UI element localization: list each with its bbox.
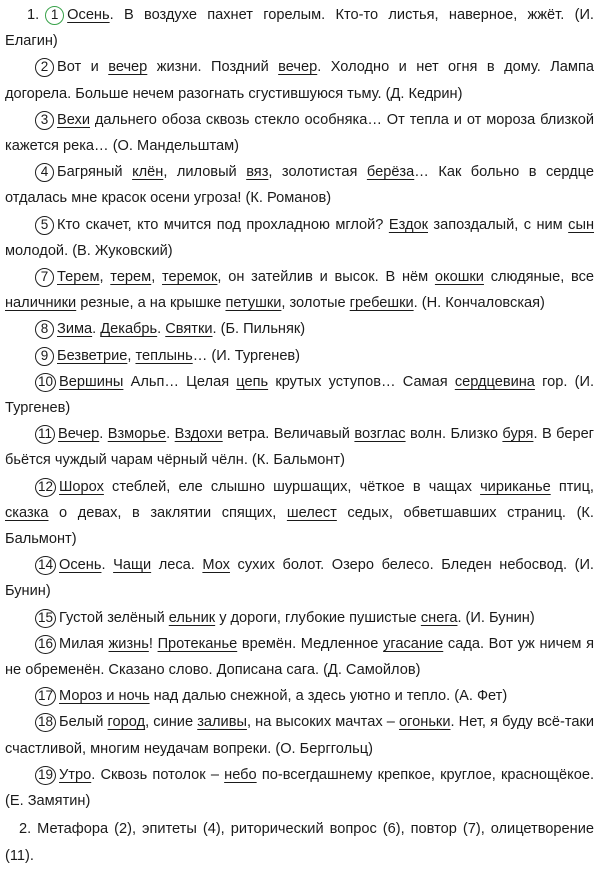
underlined-word: возглас [354, 426, 406, 443]
example-number-circle: 12 [35, 478, 56, 497]
example-number-circle: 11 [35, 425, 55, 444]
text-run: , синие [145, 714, 198, 731]
example-number-circle: 1 [45, 6, 64, 25]
underlined-word: Мох [202, 557, 230, 574]
text-run: … Как больно в сердце отдалась мне красок осени угроза! (К. Романов) [5, 164, 594, 207]
underlined-word: сердцевина [454, 373, 535, 390]
example-number-circle: 2 [35, 58, 54, 77]
text-run: ветра. Величавый [222, 426, 355, 443]
underlined-word: теплынь [135, 347, 193, 364]
example-paragraph [5, 107, 594, 159]
underlined-word: клён [132, 164, 164, 181]
text-run: Альп… Целая [123, 373, 237, 390]
text-run: . [101, 557, 114, 574]
text-run: запоздалый, с ним [428, 216, 569, 233]
text-run: Милая [59, 635, 109, 652]
underlined-word: угасание [383, 635, 444, 652]
answer-text: Метафора (2), эпитеты (4), риторический вопрос (6), повтор (7), олицетворение (11). [5, 821, 594, 864]
underlined-word: Осень [59, 557, 102, 574]
example-number-circle: 5 [35, 216, 54, 235]
text-run: крутых уступов… Самая [268, 373, 455, 390]
underlined-word: Зима [57, 321, 93, 338]
text-run: . Нет, я буду всё-таки счастливой, многим неудачам вопреки. (О. Берггольц) [5, 714, 594, 757]
example-paragraph [5, 343, 594, 369]
underlined-word: наличники [5, 295, 77, 312]
underlined-word: Вершины [59, 373, 124, 390]
underlined-word: сын [568, 216, 595, 233]
text-run: , [151, 269, 163, 286]
example-number-circle: 16 [35, 635, 56, 654]
text-run: , золотые [281, 295, 350, 312]
text-run: ! [148, 635, 158, 652]
underlined-word: терем [110, 269, 152, 286]
underlined-word: Декабрь [100, 321, 158, 338]
text-run: , [127, 347, 136, 364]
text-run: . [157, 321, 166, 338]
example-number-circle: 14 [35, 556, 56, 575]
underlined-word: Безветрие [57, 347, 128, 364]
underlined-word: Мороз и ночь [59, 688, 150, 705]
example-paragraph [5, 159, 594, 211]
text-run: дальнего обоза сквозь стекло особняка… От тепла и от мороза близкой кажется река… (О. Мандельштам) [5, 111, 594, 155]
text-run: птиц, [550, 478, 594, 495]
underlined-word: заливы [197, 714, 247, 731]
text-run: о девах, в заклятии спящих, [48, 504, 287, 521]
text-run: . [92, 321, 101, 338]
text-run: Кто скачет, кто мчится под прохладною мглой? [57, 216, 389, 233]
example-number-circle: 15 [35, 609, 56, 628]
text-run: , [99, 269, 111, 286]
underlined-word: Протеканье [157, 635, 238, 652]
text-run: . [99, 426, 108, 443]
underlined-word: Утро [59, 766, 92, 783]
answer-paragraph [5, 816, 594, 868]
underlined-word: Осень [67, 7, 110, 23]
text-run: волн. Близко [405, 426, 503, 443]
text-run: . Холодно и нет огня в дому. Лампа догорела. Больше нечем разогнать сгустившуюся тьму. (Д. Кедрин) [5, 59, 594, 102]
text-run: Густой зелёный [59, 609, 169, 626]
text-run: молодой. (В. Жуковский) [5, 242, 173, 259]
text-run: у дороги, глубокие пушистые [215, 609, 421, 626]
example-paragraph [5, 605, 594, 631]
underlined-word: сказка [5, 504, 49, 521]
task-number: 1. [27, 7, 40, 23]
example-paragraph [5, 264, 594, 316]
underlined-word: огоньки [399, 714, 451, 731]
example-number-circle: 3 [35, 111, 54, 130]
text-run: слюдяные, все [483, 269, 595, 286]
underlined-word: жизнь [108, 635, 149, 652]
example-paragraph [5, 631, 594, 683]
text-run: … (И. Тургенев) [192, 347, 301, 364]
example-number-circle: 19 [35, 766, 56, 785]
example-paragraph [5, 421, 594, 473]
example-number-circle: 18 [35, 713, 56, 732]
underlined-word: теремок [162, 269, 218, 286]
text-run: сухих болот. Озеро белесо. Бледен небосвод. (И. Бунин) [5, 557, 594, 600]
text-run: . (И. Бунин) [457, 609, 535, 626]
text-run: времён. Медленное [237, 635, 384, 652]
example-paragraph [5, 316, 594, 342]
underlined-word: Терем [57, 269, 100, 286]
text-run: . Сквозь потолок – [91, 766, 225, 783]
text-run: Вот и [57, 59, 109, 76]
example-paragraph [5, 2, 594, 54]
example-paragraph [5, 369, 594, 421]
text-run: , золотистая [268, 164, 367, 181]
text-run: резные, а на крышке [76, 295, 226, 312]
underlined-word: цепь [236, 373, 269, 390]
underlined-word: Святки [165, 321, 213, 338]
underlined-word: Шорох [59, 478, 104, 495]
underlined-word: вечер [108, 59, 148, 76]
text-run: . (Н. Кончаловская) [413, 295, 545, 312]
text-run: Белый [59, 714, 108, 731]
example-paragraph [5, 54, 594, 106]
task-number: 2. [19, 821, 32, 838]
example-number-circle: 10 [35, 373, 56, 392]
example-number-circle: 7 [35, 268, 54, 287]
example-paragraph [5, 683, 594, 709]
example-paragraph [5, 474, 594, 553]
underlined-word: снега [420, 609, 458, 626]
example-number-circle: 8 [35, 320, 54, 339]
underlined-word: буря [502, 426, 534, 443]
text-run: сада. Вот уж ничем я не обременён. Сказано слово. Дописана сага. (Д. Самойлов) [5, 635, 594, 679]
example-number-circle: 4 [35, 163, 54, 182]
underlined-word: Вечер [58, 426, 100, 443]
text-run: леса. [151, 557, 203, 574]
text-run: , на высоких мачтах – [246, 714, 400, 731]
underlined-word: Вздохи [174, 426, 223, 443]
underlined-word: гребешки [349, 295, 414, 312]
underlined-word: Ездок [388, 216, 428, 233]
text-run: , лиловый [163, 164, 247, 181]
underlined-word: петушки [225, 295, 282, 312]
text-run: по-всегдашнему крепкое, круглое, краснощёкое. (Е. Замятин) [5, 766, 594, 810]
text-run: жизни. Поздний [147, 59, 279, 76]
text-run: . (Б. Пильняк) [212, 321, 306, 338]
underlined-word: шелест [286, 504, 337, 521]
underlined-word: небо [224, 766, 257, 783]
text-run: седых, обветшавших страниц. (К. Бальмонт) [5, 504, 594, 548]
example-paragraph [5, 709, 594, 761]
text-run: . В берег бьётся чуждый чарам чёрный чёлн. (К. Бальмонт) [5, 426, 595, 469]
text-run: . [166, 426, 175, 443]
underlined-word: город [107, 714, 146, 731]
example-paragraph [5, 762, 594, 814]
underlined-word: берёза [366, 164, 415, 181]
example-paragraph [5, 212, 594, 264]
example-paragraph [5, 552, 594, 604]
underlined-word: ельник [168, 609, 216, 626]
underlined-word: окошки [434, 269, 484, 286]
underlined-word: чириканье [480, 478, 551, 495]
underlined-word: Вехи [57, 111, 90, 128]
example-number-circle: 17 [35, 687, 56, 706]
example-number-circle: 9 [35, 347, 54, 366]
text-run: Багряный [57, 164, 133, 181]
text-run: гор. (И. Тургенев) [5, 373, 594, 417]
underlined-word: Чащи [113, 557, 152, 574]
underlined-word: вечер [278, 59, 318, 76]
underlined-word: вяз [246, 164, 269, 181]
underlined-word: Взморье [107, 426, 167, 443]
text-run: стеблей, еле слышно шуршащих, чёткое в чащах [103, 478, 481, 495]
text-run: над далью снежной, а здесь уютно и тепло. (А. Фет) [149, 688, 508, 705]
text-run: . В воздухе пахнет горелым. Кто-то листья, наверное, жжёт. (И. Елагин) [5, 7, 594, 50]
text-run: , он затейлив и высок. В нём [217, 269, 435, 286]
